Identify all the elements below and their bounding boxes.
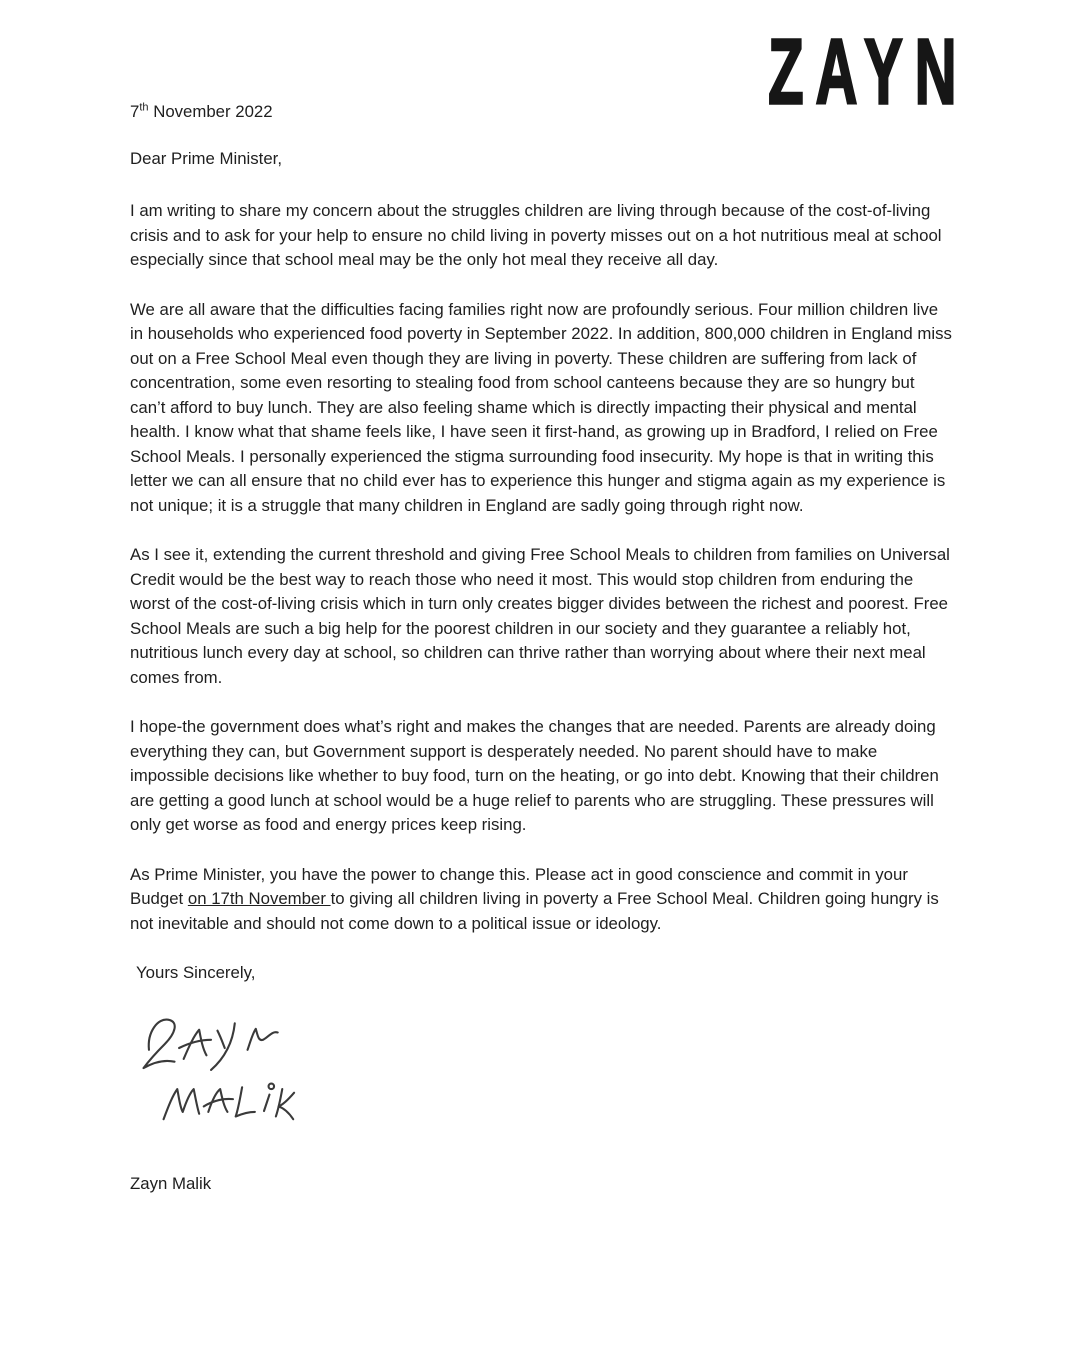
paragraph-5-after: to giving all children living in poverty a Free School Meal. Children going hungry is not inevitable and should not come down to a political issue or ideology. <box>130 889 939 933</box>
signature-handwriting <box>138 1008 348 1130</box>
zayn-logo: ZAYN <box>767 19 968 124</box>
signature-name: Zayn Malik <box>130 1173 212 1193</box>
paragraph-2: We are all aware that the difficulties facing families right now are profoundly serious. Four million children live in households who experienced food poverty in September 2022. In addition, 800,000 children in England miss out on a Free School Meal even though they are living in poverty. These children are suffering from lack of concentration, some even resorting to stealing food from school canteens because they are so hungry but can’t afford to buy lunch. They are also feeling shame which is directly impacting their physical and mental health. I know what that shame feels like, I have seen it first-hand, as growing up in Bradford, I relied on Free School Meals. I personally experienced the stigma surrounding food insecurity. My hope is that in writing this letter we can all ensure that no child ever has to experience this hunger and stigma again as my experience is not unique; it is a struggle that many children in England are sadly going through right now. <box>130 299 952 515</box>
signature-icon <box>138 1008 348 1130</box>
paragraph-5 <box>130 863 954 937</box>
date-ordinal: th <box>139 101 149 114</box>
underlined-budget-date: on 17th November <box>187 889 331 908</box>
paragraph-5-before: As Prime Minister, you have the power to change this. Please act in good conscience and commit in your Budget <box>130 864 908 908</box>
date-rest: November 2022 <box>148 102 273 121</box>
paragraph-4: I hope-the government does what’s right and makes the changes that are needed. Parents are already doing everything they can, but Government support is desperately needed. No parent should have to make impossible decisions like whether to buy food, turn on the heating, or go into debt. Knowing that their children are getting a good lunch at school would be a huge relief to parents who are struggling. These pressures will only get worse as food and energy prices keep rising. <box>130 717 939 834</box>
paragraph-3: As I see it, extending the current threshold and giving Free School Meals to children from families on Universal Credit would be the best way to reach those who need it most. This would stop children from enduring the worst of the cost-of-living crisis which in turn only creates bigger divides between the richest and poorest. Free School Meals are such a big help for the poorest children in our society and they guarantee a reliably hot, nutritious lunch every day at school, so children can thrive rather than worrying about where their next meal comes from. <box>130 545 950 687</box>
salutation: Dear Prime Minister, <box>130 148 282 168</box>
letter-body <box>130 100 954 1196</box>
closing: Yours Sincerely, <box>136 963 256 982</box>
date-day: 7 <box>130 102 140 121</box>
paragraph-1: I am writing to share my concern about the struggles children are living through because of the cost-of-living crisis and to ask for your help to ensure no child living in poverty misses out on a hot nutritious meal at school especially since that school meal may be the only hot meal they receive all day. <box>130 201 942 269</box>
letter-date <box>130 100 954 125</box>
